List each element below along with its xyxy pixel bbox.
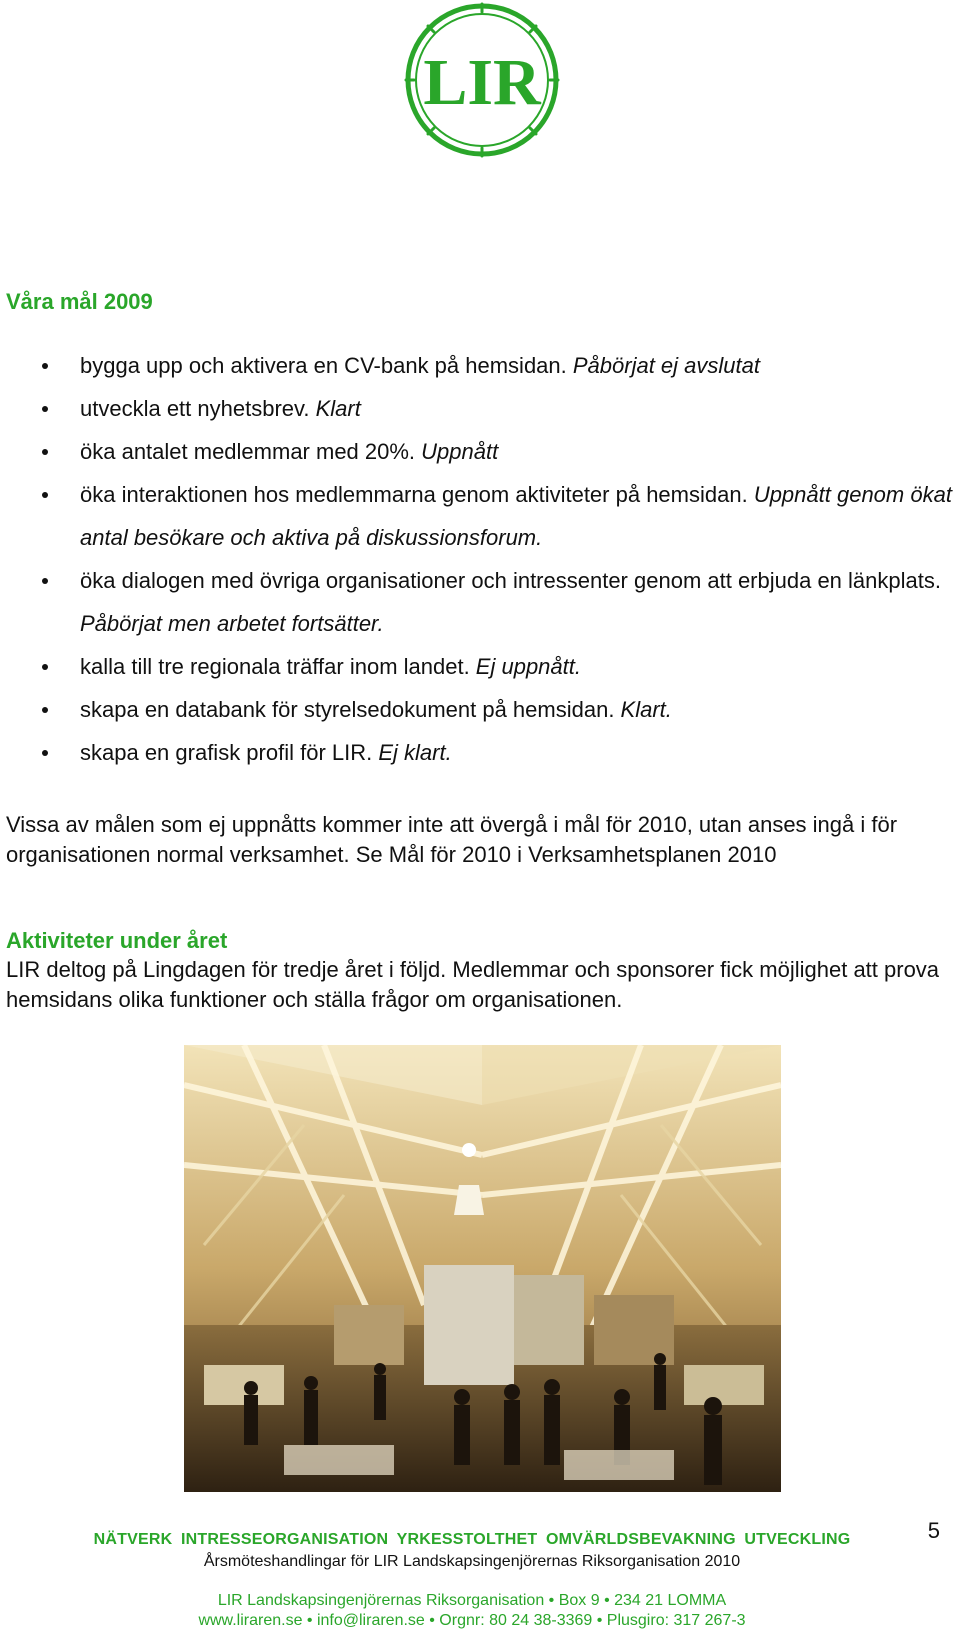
svg-text:LIR: LIR (423, 46, 541, 119)
bullet-icon (42, 363, 48, 369)
goal-status: Ej klart. (378, 740, 452, 765)
bullet-icon (42, 664, 48, 670)
bullet-icon (42, 406, 48, 412)
list-item (0, 473, 960, 559)
goal-text: skapa en grafisk profil för LIR. (80, 740, 379, 765)
goal-status: Klart (315, 396, 361, 421)
list-item (0, 387, 960, 430)
goal-status: Uppnått genom ökat antal besökare och aktiva på diskussionsforum. (80, 482, 952, 550)
goal-text: öka interaktionen hos medlemmarna genom aktiviteter på hemsidan. (80, 482, 754, 507)
footer-keywords: NÄTVERK INTRESSEORGANISATION YRKESSTOLTHET OMVÄRLDSBEVAKNING UTVECKLING (93, 1531, 851, 1548)
page-number: 5 (927, 1518, 940, 1543)
goal-status: Klart. (620, 697, 672, 722)
goal-status: Påbörjat men arbetet fortsätter. (80, 611, 384, 636)
goal-status: Uppnått (421, 439, 499, 464)
section-heading-activities: Aktiviteter under året (6, 928, 228, 953)
list-item (0, 430, 960, 473)
goals-note-paragraph: Vissa av målen som ej uppnåtts kommer inte att övergå i mål för 2010, utan anses ingå i för organisationen normal verksamhet. Se Mål för 2010 i Verksamhetsplanen 2010 (6, 812, 898, 867)
footer-contact: www.liraren.se • info@liraren.se • Orgnr: 80 24 38-3369 • Plusgiro: 317 267-3 (198, 1612, 746, 1629)
goals-list (0, 344, 960, 774)
goal-text: bygga upp och aktivera en CV-bank på hemsidan. (80, 353, 573, 378)
activities-paragraph: LIR deltog på Lingdagen för tredje året i följd. Medlemmar och sponsorer fick möjlighet att prova hemsidans olika funktioner och ställa frågor om organisationen. (6, 957, 940, 1012)
footer-subtitle: Årsmöteshandlingar för LIR Landskapsingenjörernas Riksorganisation 2010 (203, 1553, 741, 1570)
bullet-icon (42, 750, 48, 756)
list-item (0, 645, 960, 688)
goal-text: utveckla ett nyhetsbrev. (80, 396, 316, 421)
footer-address: LIR Landskapsingenjörernas Riksorganisation • Box 9 • 234 21 LOMMA (217, 1592, 727, 1609)
goal-text: kalla till tre regionala träffar inom landet. (80, 654, 476, 679)
goal-text: öka dialogen med övriga organisationer och intressenter genom att erbjuda en länkplats. (80, 568, 941, 593)
bullet-icon (42, 492, 48, 498)
exhibition-hall-photo (184, 1045, 781, 1492)
list-item (0, 559, 960, 645)
section-heading-goals: Våra mål 2009 (6, 289, 153, 314)
goal-status: Påbörjat ej avslutat (572, 353, 760, 378)
list-item (0, 688, 960, 731)
goal-text: öka antalet medlemmar med 20%. (80, 439, 422, 464)
goal-text: skapa en databank för styrelsedokument på hemsidan. (80, 697, 621, 722)
list-item (0, 731, 960, 774)
bullet-icon (42, 707, 48, 713)
bullet-icon (42, 578, 48, 584)
bullet-icon (42, 449, 48, 455)
lir-logo (400, 2, 564, 158)
list-item (0, 344, 960, 387)
goal-status: Ej uppnått. (475, 654, 581, 679)
